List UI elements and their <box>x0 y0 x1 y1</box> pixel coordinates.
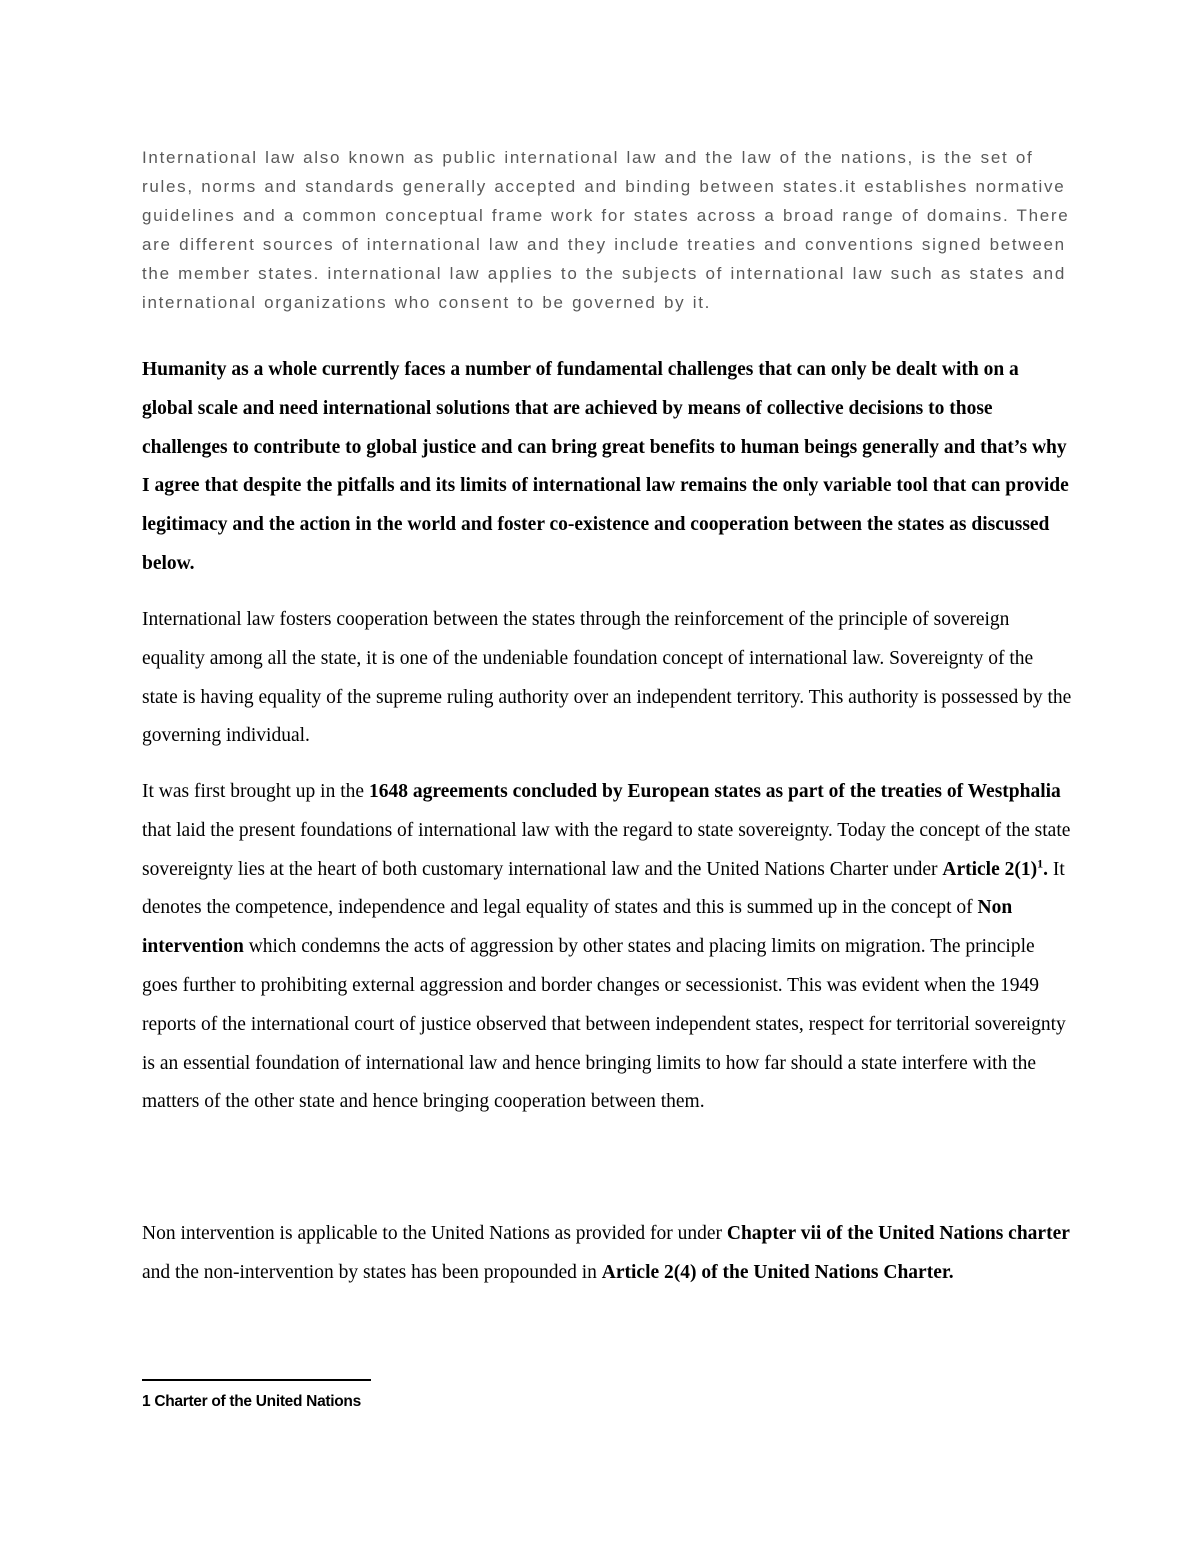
footnote-separator <box>142 1379 371 1381</box>
westphalia-text-3: It denotes the competence, independence and legal equality of states and this is summed up in the concept of <box>142 858 1065 919</box>
article-2-1-period: . <box>1043 858 1048 880</box>
westphalia-text-4: which condemns the acts of aggression by other states and placing limits on migration. The principle goes further to prohibiting external aggression and border changes or secessionist. This was evident when the 1949 reports of the international court of justice observed that between independent states, respect for territorial sovereignty is an essential foundation of international law and hence bringing limits to how far should a state interfere with the matters of the other state and hence bringing cooperation between them. <box>142 936 1066 1113</box>
chapter-vii-bold: Chapter vii of the United Nations charter <box>726 1223 1070 1244</box>
cooperation-paragraph: International law fosters cooperation between the states through the reinforcement of the principle of sovereign equality among all the state, it is one of the undeniable foundation concept of international law. Sovereignty of the state is having equality of the supreme ruling authority over an independent territory. This authority is possessed by the governing individual. <box>142 609 1072 747</box>
footnote: 1 Charter of the United Nations <box>142 1393 361 1410</box>
article-2-1-bold: Article 2(1) <box>942 858 1038 880</box>
intro-paragraph: International law also known as public international law and the law of the nations, is the set of rules, norms and standards generally accepted and binding between states.it establishes normative guidelines and a common conceptual frame work for states across a broad range of domains. There are different sources of international law and they include treaties and conventions signed between the member states. international law applies to the subjects of international law such as states and international organizations who consent to be governed by it. <box>142 148 1070 312</box>
footnote-reference: 1 <box>1037 856 1044 871</box>
non-intervention-text-1: Non intervention is applicable to the United Nations as provided for under <box>142 1223 727 1244</box>
non-intervention-text-2: and the non-intervention by states has been propounded in <box>142 1261 602 1283</box>
article-2-4-bold: Article 2(4) of the United Nations Charter. <box>601 1261 954 1283</box>
westphalia-treaties-bold: 1648 agreements concluded by European states as part of the treaties of Westphalia <box>368 781 1061 802</box>
westphalia-text-2: that laid the present foundations of international law with the regard to state sovereignty. Today the concept of the state sovereignty lies at the heart of both customary international law and the United Nations Charter under <box>142 819 1071 880</box>
westphalia-paragraph <box>142 773 1072 1122</box>
non-intervention-paragraph <box>142 1215 1072 1293</box>
thesis-paragraph: Humanity as a whole currently faces a number of fundamental challenges that can only be dealt with on a global scale and need international solutions that are achieved by means of collective decisions to those challenges to contribute to global justice and can bring great benefits to human beings generally and that’s why I agree that despite the pitfalls and its limits of international law remains the only variable tool that can provide legitimacy and the action in the world and foster co-existence and cooperation between the states as discussed below. <box>142 359 1069 574</box>
westphalia-text-1: It was first brought up in the <box>142 781 369 802</box>
non-intervention-bold: Non intervention <box>142 897 1013 958</box>
